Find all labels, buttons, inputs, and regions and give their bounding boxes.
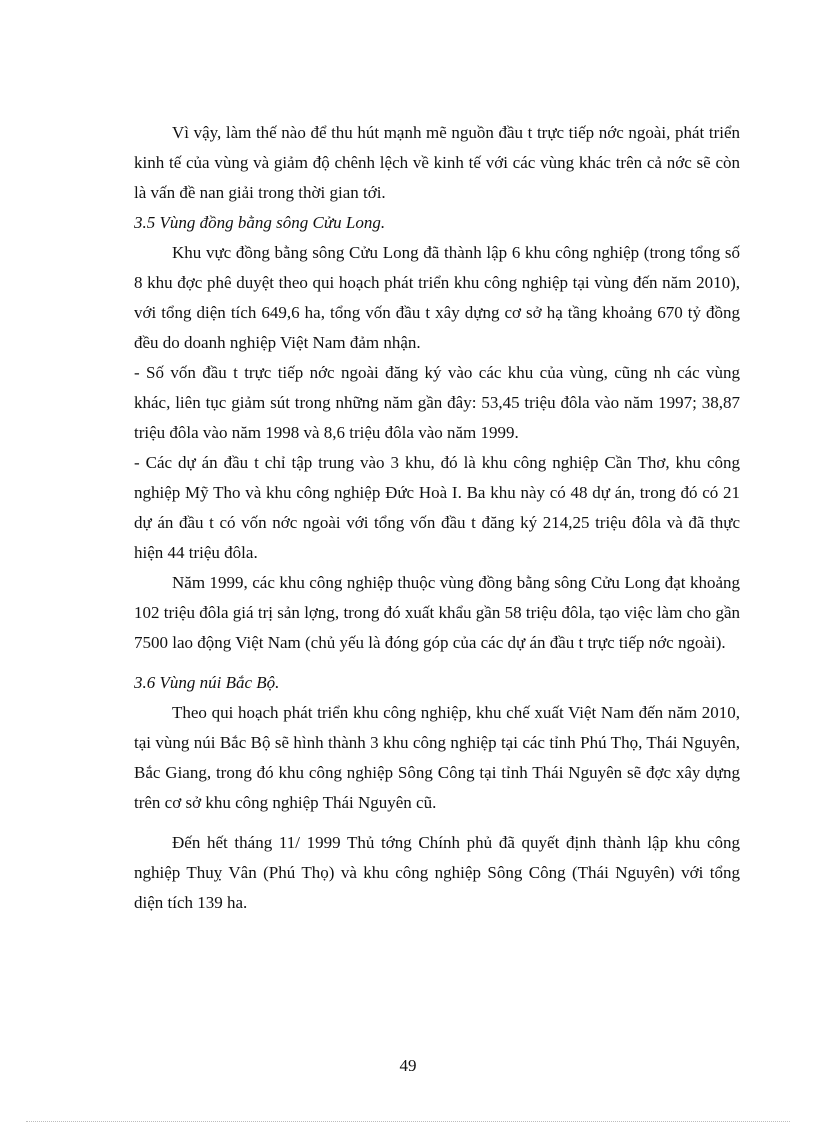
paragraph-northern-plan: Theo qui hoạch phát triển khu công nghiệp, khu chế xuất Việt Nam đến năm 2010, tại vùng núi Bắc Bộ sẽ hình thành 3 khu công nghiệp tại các tỉnh Phú Thọ, Thái Nguyên, Bắc Giang, trong đó khu công nghiệp Sông Công tại tỉnh Thái Nguyên sẽ đợc xây dựng trên cơ sở khu công nghiệp Thái Nguyên cũ.: [134, 703, 740, 812]
paragraph-northern-zones: Đến hết tháng 11/ 1999 Thủ tớng Chính phủ đã quyết định thành lập khu công nghiệp Thuỵ Vân (Phú Thọ) và khu công nghiệp Sông Công (Thái Nguyên) với tổng diện tích 139 ha.: [134, 833, 740, 912]
bullet-fdi-capital: - Số vốn đầu t trực tiếp nớc ngoài đăng ký vào các khu của vùng, cũng nh các vùng khác, liên tục giảm sút trong những năm gần đây: 53,45 triệu đôla vào năm 1997; 38,87 triệu đôla vào năm 1998 và 8,6 triệu đôla vào năm 1999.: [134, 363, 740, 442]
paragraph-mekong-overview: Khu vực đồng bằng sông Cửu Long đã thành lập 6 khu công nghiệp (trong tổng số 8 khu đợc phê duyệt theo qui hoạch phát triển khu công nghiệp tại vùng đến năm 2010), với tổng diện tích 649,6 ha, tổng vốn đầu t xây dựng cơ sở hạ tầng khoảng 670 tỷ đồng đều do doanh nghiệp Việt Nam đảm nhận.: [134, 243, 740, 352]
paragraph-intro: Vì vậy, làm thế nào để thu hút mạnh mẽ nguồn đầu t trực tiếp nớc ngoài, phát triển kinh tế của vùng và giảm độ chênh lệch về kinh tế với các vùng khác trên cả nớc sẽ còn là vấn đề nan giải trong thời gian tới.: [134, 123, 740, 202]
page-body: [134, 118, 740, 918]
paragraph-mekong-1999: Năm 1999, các khu công nghiệp thuộc vùng đồng bằng sông Cửu Long đạt khoảng 102 triệu đôla giá trị sản lợng, trong đó xuất khẩu gần 58 triệu đôla, tạo việc làm cho gần 7500 lao động Việt Nam (chủ yếu là đóng góp của các dự án đầu t trực tiếp nớc ngoài).: [134, 573, 740, 652]
page-number: 49: [399, 1056, 417, 1075]
bullet-projects: - Các dự án đầu t chỉ tập trung vào 3 khu, đó là khu công nghiệp Cần Thơ, khu công nghiệp Mỹ Tho và khu công nghiệp Đức Hoà I. Ba khu này có 48 dự án, trong đó có 21 dự án đầu t có vốn nớc ngoài với tổng vốn đầu t đăng ký 214,25 triệu đôla và đã thực hiện 44 triệu đôla.: [134, 453, 740, 562]
section-heading-3-6: 3.6 Vùng núi Bắc Bộ.: [134, 673, 280, 692]
section-heading-3-5: 3.5 Vùng đồng bằng sông Cửu Long.: [134, 213, 386, 232]
footer-divider: [26, 1121, 790, 1122]
